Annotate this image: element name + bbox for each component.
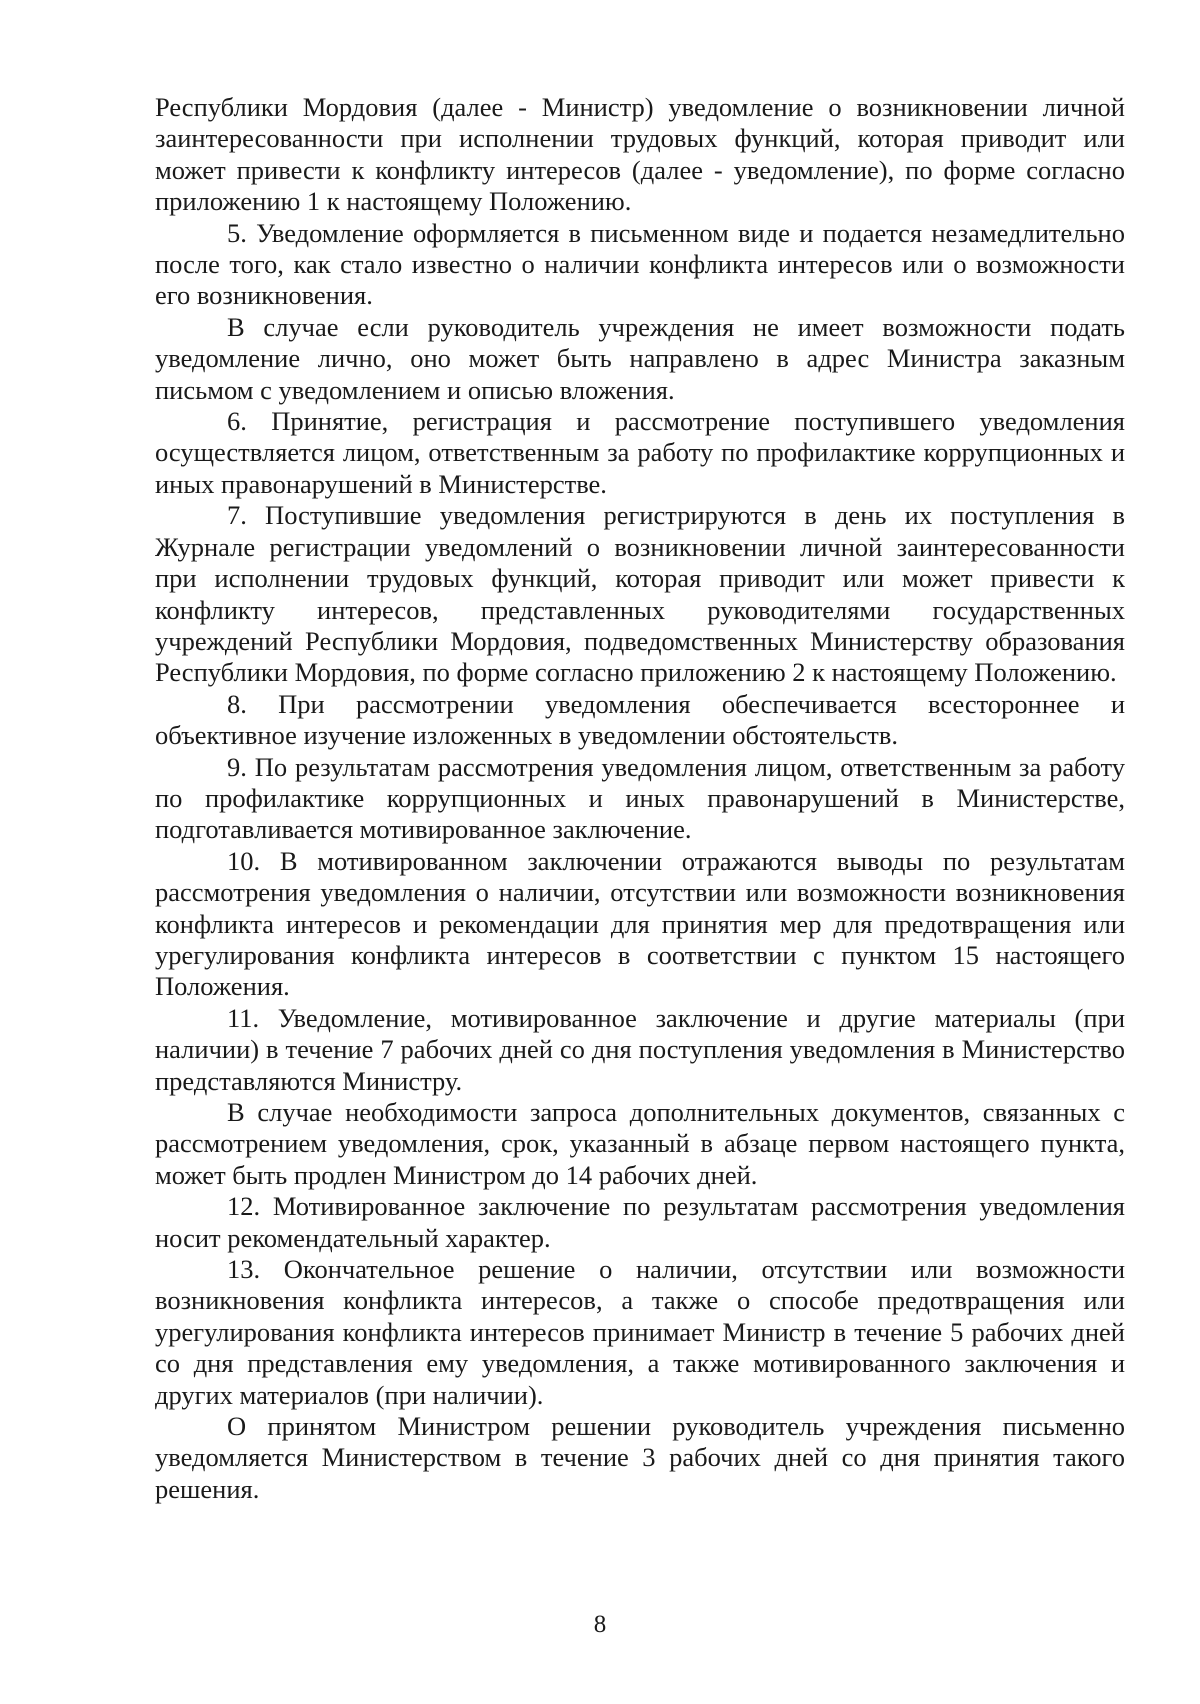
paragraph-item-5: 5. Уведомление оформляется в письменном виде и подается незамедлительно после того, как стало известно о наличии конфликта интересов или о возможности его возникновения. — [155, 217, 1125, 311]
page-number: 8 — [593, 1611, 607, 1638]
paragraph-item-6: 6. Принятие, регистрация и рассмотрение поступившего уведомления осуществляется лицом, ответственным за работу по профилактике коррупционных и иных правонарушений в Министерстве. — [155, 406, 1125, 499]
paragraph-item-12: 12. Мотивированное заключение по результатам рассмотрения уведомления носит рекомендательный характер. — [155, 1191, 1125, 1253]
paragraph-item-13: 13. Окончательное решение о наличии, отсутствии или возможности возникновения конфликта интересов, а также о способе предотвращения или урегулирования конфликта интересов принимает Министр в течение 5 рабочих дней со дня представления ему уведомления, а также мотивированного заключения и других материалов (при наличии). — [155, 1254, 1125, 1410]
paragraph-item-10: 10. В мотивированном заключении отражаются выводы по результатам рассмотрения уведомления о наличии, отсутствии или возможности возникновения конфликта интересов и рекомендации для принятия мер для предотвращения или урегулирования конфликта интересов в соответствии с пунктом 15 настоящего Положения. — [155, 845, 1125, 1002]
paragraph-item-9: 9. По результатам рассмотрения уведомления лицом, ответственным за работу по профилактике коррупционных и иных правонарушений в Министерстве, подготавливается мотивированное заключение. — [155, 751, 1125, 845]
paragraph-item-8: 8. При рассмотрении уведомления обеспечивается всестороннее и объективное изучение изложенных в уведомлении обстоятельств. — [155, 688, 1125, 751]
paragraph-item-11-second: В случае необходимости запроса дополнительных документов, связанных с рассмотрением уведомления, срок, указанный в абзаце первом настоящего пункта, может быть продлен Министром до 14 рабочих дней. — [155, 1097, 1125, 1190]
paragraph-item-13-second: О принятом Министром решении руководитель учреждения письменно уведомляется Министерством в течение 3 рабочих дней со дня принятия такого решения. — [155, 1411, 1125, 1504]
paragraph-item-11: 11. Уведомление, мотивированное заключение и другие материалы (при наличии) в течение 7 рабочих дней со дня поступления уведомления в Министерство представляются Министру. — [155, 1002, 1125, 1096]
paragraph-item-5-second: В случае если руководитель учреждения не имеет возможности подать уведомление лично, оно может быть направлено в адрес Министра заказным письмом с уведомлением и описью вложения. — [155, 311, 1125, 405]
paragraph-continuation: Республики Мордовия (далее - Министр) уведомление о возникновении личной заинтересованности при исполнении трудовых функций, которая приводит или может привести к конфликту интересов (далее - уведомление), по форме согласно приложению 1 к настоящему Положению. — [155, 92, 1125, 217]
document-body — [155, 92, 1125, 1505]
paragraph-item-7: 7. Поступившие уведомления регистрируются в день их поступления в Журнале регистрации уведомлений о возникновении личной заинтересованности при исполнении трудовых функций, которая приводит или может привести к конфликту интересов, представленных руководителями государственных учреждений Республики Мордовия, подведомственных Министерству образования Республики Мордовия, по форме согласно приложению 2 к настоящему Положению. — [155, 500, 1125, 688]
